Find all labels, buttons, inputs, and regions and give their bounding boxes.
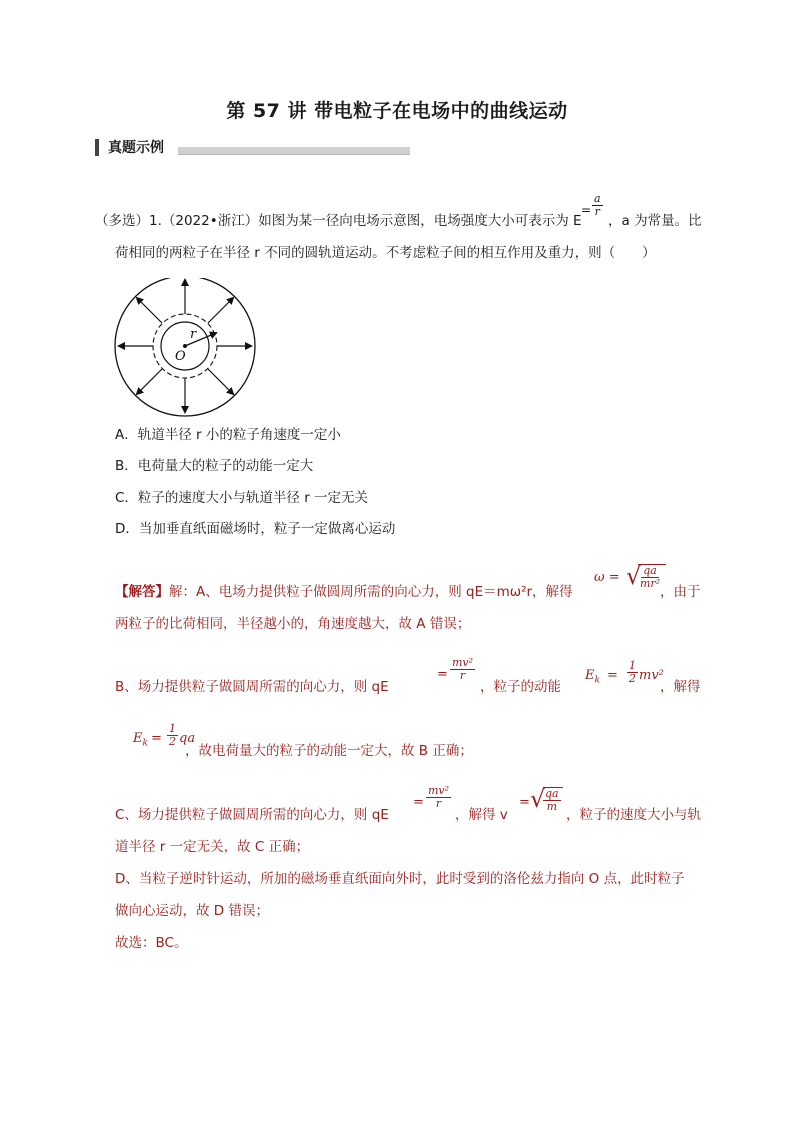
solution-b-line-2: ，故电荷量大的粒子的动能一定大，故 B 正确；	[185, 743, 473, 759]
solution-b-line-1: B、场力提供粒子做圆周所需的向心力，则 qE	[115, 679, 389, 695]
page-title: 第 57 讲 带电粒子在电场中的曲线运动	[226, 100, 568, 122]
solution-b-mid: ，粒子的动能	[480, 679, 561, 695]
center-label: O	[175, 349, 186, 364]
question-line-1-end: ，a 为常量。比	[608, 213, 702, 229]
solution-c-line-1: C、场力提供粒子做圆周所需的向心力，则 qE	[115, 807, 389, 823]
solution-b-end: ，解得	[660, 679, 701, 695]
field-arrow-down-right	[208, 369, 233, 394]
solution-c-end: ，粒子的速度大小与轨	[566, 807, 701, 823]
solution-d-line-2: 做向心运动，故 D 错误；	[115, 903, 269, 919]
solution-d-line-1: D、当粒子逆时针运动，所加的磁场垂直纸面向外时，此时受到的洛伦兹力指向 O 点，此时粒子	[115, 871, 685, 887]
field-arrow-down-left	[137, 369, 162, 394]
radial-field-figure	[112, 278, 260, 418]
section-marker	[95, 139, 99, 156]
section-header	[95, 137, 164, 157]
question-line-1	[95, 212, 582, 230]
option-a: A．轨道半径 r 小的粒子角速度一定小	[115, 427, 341, 443]
solution-tag: 【解答】	[115, 584, 169, 600]
section-label: 真题示例	[108, 140, 164, 156]
final-answer: 故选：BC。	[115, 935, 188, 951]
question-line-2: 荷相同的两粒子在半径 r 不同的圆轨道运动。不考虑粒子间的相互作用及重力，则（ ）	[115, 245, 656, 261]
solution-c-line-2: 道半径 r 一定无关，故 C 正确；	[115, 839, 310, 855]
radius-label: r	[190, 327, 197, 342]
field-formula-denominator: r	[594, 205, 600, 218]
option-b: B．电荷量大的粒子的动能一定大	[115, 458, 314, 474]
question-text-prefix: （多选）1.（2022•浙江）如图为某一径向电场示意图，电场强度大小可表示为 E	[95, 213, 582, 229]
center-point	[183, 344, 187, 348]
field-formula-numerator: a	[594, 192, 601, 205]
section-rule	[178, 147, 410, 155]
field-arrow-up-left	[137, 298, 162, 323]
option-d: D．当加垂直纸面磁场时，粒子一定做离心运动	[115, 521, 396, 537]
solution-a-text: 解：A、电场力提供粒子做圆周所需的向心力，则 qE＝mω²r，解得	[169, 584, 573, 600]
option-c: C．粒子的速度大小与轨道半径 r 一定无关	[115, 490, 369, 506]
solution-c-mid: ，解得 v	[455, 807, 508, 823]
solution-a-line-2: 两粒子的比荷相同，半径越小的，角速度越大，故 A 错误；	[115, 616, 471, 632]
solution-a-line-1-end: ，由于	[660, 584, 701, 600]
document-page: 第 57 讲 带电粒子在电场中的曲线运动 真题示例 （多选）1.（2022•浙江）如图为某一径向电场示意图，电场强度大小可表示为 E = $\frac{a}{r}$ ，a 为常量。比 荷相同的两粒子在半径 r 不同的圆轨道运动。不考虑粒子间的相互作用及重力，则（ ） r O A．轨道半径 r 小的粒子角速度一定小 B．电荷量大的粒子的动能一定大 C．粒子的速度大小与轨道半径 r 一定无关 D．当加垂直纸面磁场时，粒子一定做离心运动 【解答】解：A、电场力提供粒子做圆周所需的向心力，则 qE＝mω²r，解得 ω = √ $\frac{qa}{\text{mr²}}$ ，由于 两粒子的比荷相同，半径越小的，角速度越大，故 A 错误； B、场力提供粒子做圆周所需的向心力，则 qE = $\frac{\text{mv²}}{r}$ ，粒子的动能 $E_k$ = $\frac{1}{2}$ mv² ，解得 $E_k$ = $\frac{1}{2}$ qa ，故电荷量大的粒子的动能一定大，故 B 正确； C、场力提供粒子做圆周所需的向心力，则 qE = $\frac{\text{mv²}}{r}$ ，解得 v = √ $\frac{qa}{m}$ ，粒子的速度大小与轨 道半径 r 一定无关，故 C 正确； D、当粒子逆时针运动，所加的磁场垂直纸面向外时，此时受到的洛伦兹力指向 O 点，此时粒子 做向心运动，故 D 错误； 故选：BC。	[0, 0, 794, 1123]
field-arrow-up-right	[208, 298, 233, 323]
solution-a-line-1	[115, 583, 573, 601]
